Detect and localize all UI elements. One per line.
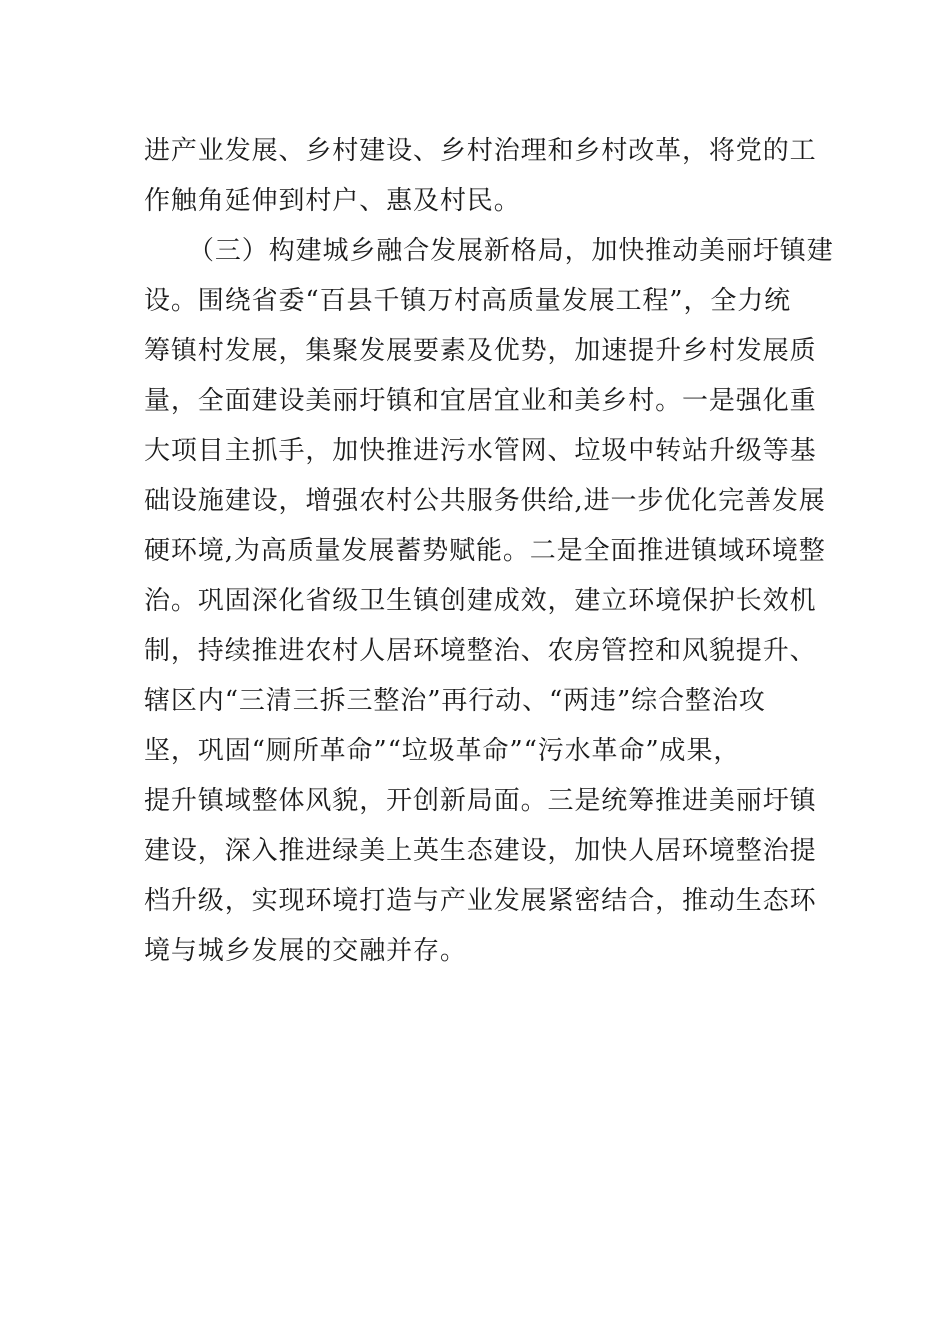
text-line: 治。巩固深化省级卫生镇创建成效，建立环境保护长效机 [144, 586, 817, 616]
text-line: 筹镇村发展，集聚发展要素及优势，加速提升乡村发展质 [144, 336, 817, 366]
text-line: 作触角延伸到村户、惠及村民。 [144, 186, 521, 216]
text-line: 础设施建设，增强农村公共服务供给,进一步优化完善发展 [144, 486, 826, 516]
text-line: 提升镇域整体风貌，开创新局面。三是统筹推进美丽圩镇 [144, 786, 817, 816]
section-heading-line: （三）构建城乡融合发展新格局，加快推动美丽圩镇建 [188, 236, 834, 266]
text-line: 设。围绕省委“百县千镇万村高质量发展工程”，全力统 [144, 286, 792, 316]
text-line: 档升级，实现环境打造与产业发展紧密结合，推动生态环 [144, 886, 817, 916]
text-line: 进产业发展、乡村建设、乡村治理和乡村改革，将党的工 [144, 136, 817, 166]
text-line: 建设，深入推进绿美上英生态建设，加快人居环境整治提 [144, 836, 817, 866]
text-line: 坚，巩固“厕所革命”“垃圾革命”“污水革命”成果， [144, 736, 741, 766]
text-line: 制，持续推进农村人居环境整治、农房管控和风貌提升、 [144, 636, 817, 666]
text-line: 量，全面建设美丽圩镇和宜居宜业和美乡村。一是强化重 [144, 386, 817, 416]
text-line: 辖区内“三清三拆三整治”再行动、“两违”综合整治攻 [144, 686, 766, 716]
text-line: 硬环境,为高质量发展蓄势赋能。二是全面推进镇域环境整 [144, 536, 826, 566]
text-line: 境与城乡发展的交融并存。 [144, 936, 467, 966]
body-text [144, 126, 834, 976]
text-line: 大项目主抓手，加快推进污水管网、垃圾中转站升级等基 [144, 436, 817, 466]
